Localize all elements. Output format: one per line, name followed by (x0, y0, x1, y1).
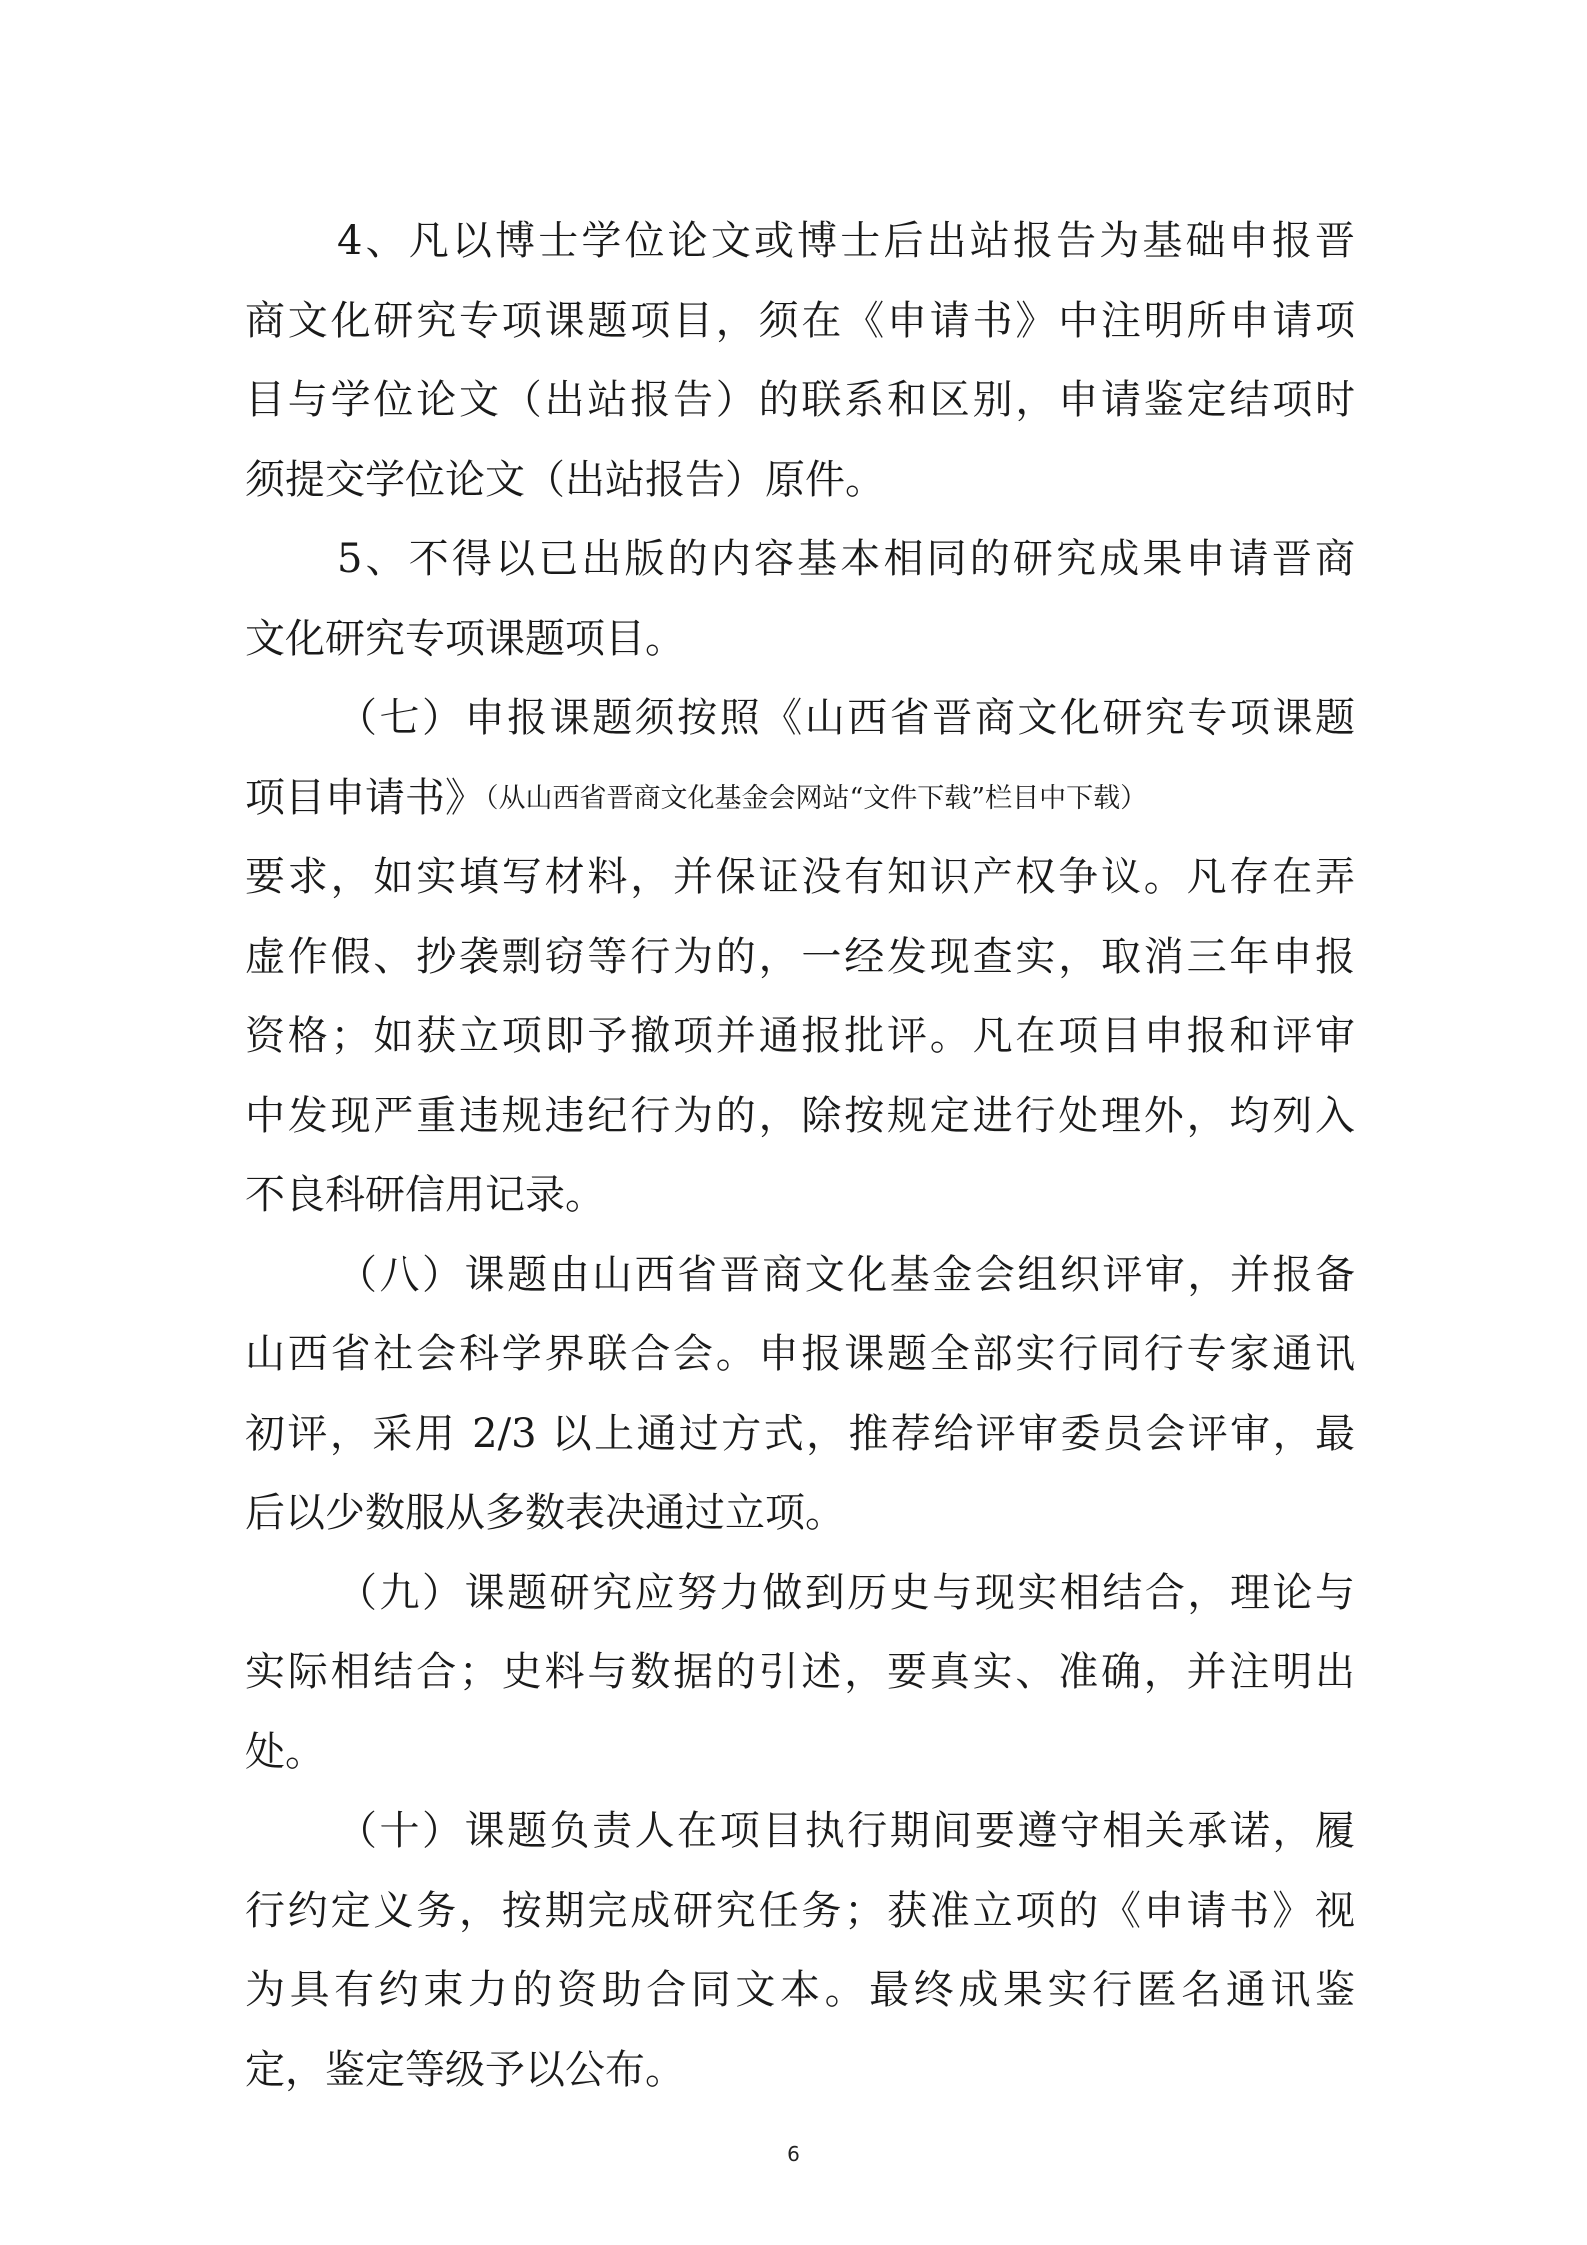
paragraph-7-line-5: 资格；如获立项即予撤项并通报批评。凡在项目申报和评审 (245, 1013, 1355, 1059)
page-number: 6 (787, 2142, 800, 2166)
paragraph-8-line-3: 初评，采用 2/3 以上通过方式，推荐给评审委员会评审，最 (245, 1411, 1355, 1457)
paragraph-4-line-3: 目与学位论文（出站报告）的联系和区别，申请鉴定结项时 (245, 377, 1355, 423)
paragraph-7-line-2-text: 项目申请书》 (245, 775, 485, 821)
paragraph-7-line-4: 虚作假、抄袭剽窃等行为的，一经发现查实，取消三年申报 (245, 934, 1355, 980)
paragraph-5-line-1: 5、不得以已出版的内容基本相同的研究成果申请晋商 (337, 536, 1355, 582)
paragraph-9-line-1: （九）课题研究应努力做到历史与现实相结合，理论与 (337, 1570, 1355, 1616)
paragraph-7-line-3: 要求，如实填写材料，并保证没有知识产权争议。凡存在弄 (245, 854, 1355, 900)
paragraph-10-line-4: 定，鉴定等级予以公布。 (245, 2047, 685, 2093)
paragraph-8-line-1: （八）课题由山西省晋商文化基金会组织评审，并报备 (337, 1252, 1355, 1298)
paragraph-4-line-2: 商文化研究专项课题项目，须在《申请书》中注明所申请项 (245, 298, 1355, 344)
download-note: （从山西省晋商文化基金会网站“文件下载”栏目中下载） (485, 783, 1148, 814)
paragraph-7-line-1: （七）申报课题须按照《山西省晋商文化研究专项课题 (337, 695, 1355, 741)
paragraph-10-line-3: 为具有约束力的资助合同文本。最终成果实行匿名通讯鉴 (245, 1967, 1355, 2013)
paragraph-10-line-1: （十）课题负责人在项目执行期间要遵守相关承诺，履 (337, 1808, 1355, 1854)
paragraph-4-line-1: 4、凡以博士学位论文或博士后出站报告为基础申报晋 (337, 218, 1355, 264)
paragraph-8-line-2: 山西省社会科学界联合会。申报课题全部实行同行专家通讯 (245, 1331, 1355, 1377)
paragraph-9-line-2: 实际相结合；史料与数据的引述，要真实、准确，并注明出 (245, 1649, 1355, 1695)
paragraph-9-line-3: 处。 (245, 1729, 325, 1775)
paragraph-10-line-2: 行约定义务，按期完成研究任务；获准立项的《申请书》视 (245, 1888, 1355, 1934)
paragraph-7-line-6: 中发现严重违规违纪行为的，除按规定进行处理外，均列入 (245, 1093, 1355, 1139)
paragraph-7-line-2 (245, 768, 1355, 828)
paragraph-4-line-4: 须提交学位论文（出站报告）原件。 (245, 457, 885, 503)
paragraph-7-line-7: 不良科研信用记录。 (245, 1172, 605, 1218)
paragraph-8-line-4: 后以少数服从多数表决通过立项。 (245, 1490, 845, 1536)
paragraph-5-line-2: 文化研究专项课题项目。 (245, 616, 685, 662)
